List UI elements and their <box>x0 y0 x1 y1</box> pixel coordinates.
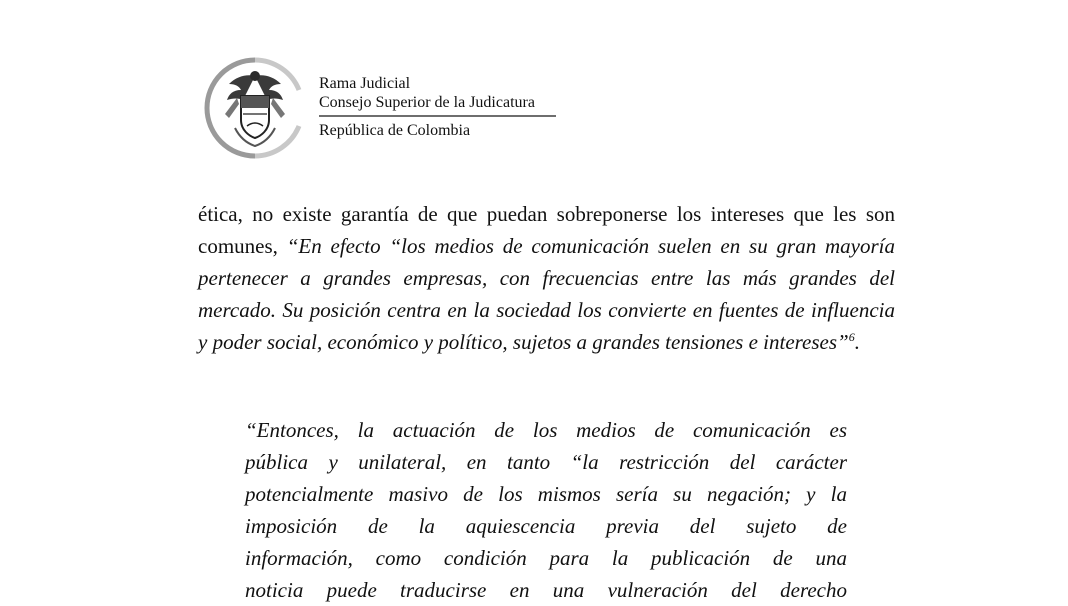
footnote-marker: 6 <box>848 330 855 344</box>
block-quote-line: información, como condición para la publicación de una <box>245 546 847 570</box>
paragraph-quote: “En efecto “los medios de comunicación suelen en su gran mayoría pertenecer a grandes empresas, con frecuencias entre las más grandes del mercado. Su posición centra en la sociedad los convierte en fuentes de influencia y poder social, económico y político, sujetos a grandes tensiones e intereses” <box>198 234 895 354</box>
organization-council: Consejo Superior de la Judicatura <box>319 94 535 111</box>
letterhead <box>203 56 563 160</box>
block-quote-line: pública y unilateral, en tanto “la restricción del carácter <box>245 450 847 474</box>
colombia-coat-of-arms-icon <box>203 56 307 160</box>
letterhead-divider <box>319 115 556 117</box>
paragraph-lead: ética, no existe garantía de que puedan sobreponerse los intereses que les son comunes, <box>198 202 895 258</box>
organization-country: República de Colombia <box>319 122 471 139</box>
paragraph-tail: . <box>854 330 860 354</box>
body-paragraph <box>198 198 895 358</box>
block-quote-line: “Entonces, la actuación de los medios de comunicación es <box>245 418 847 442</box>
block-quote-line: noticia puede traducirse en una vulneración del derecho <box>245 578 847 602</box>
block-quote-line: imposición de la aquiescencia previa del sujeto de <box>245 514 847 538</box>
block-quote-line: potencialmente masivo de los mismos sería su negación; y la <box>245 482 847 506</box>
letterhead-text <box>319 74 556 140</box>
organization-name: Rama Judicial <box>319 75 411 92</box>
block-quote <box>245 414 847 606</box>
